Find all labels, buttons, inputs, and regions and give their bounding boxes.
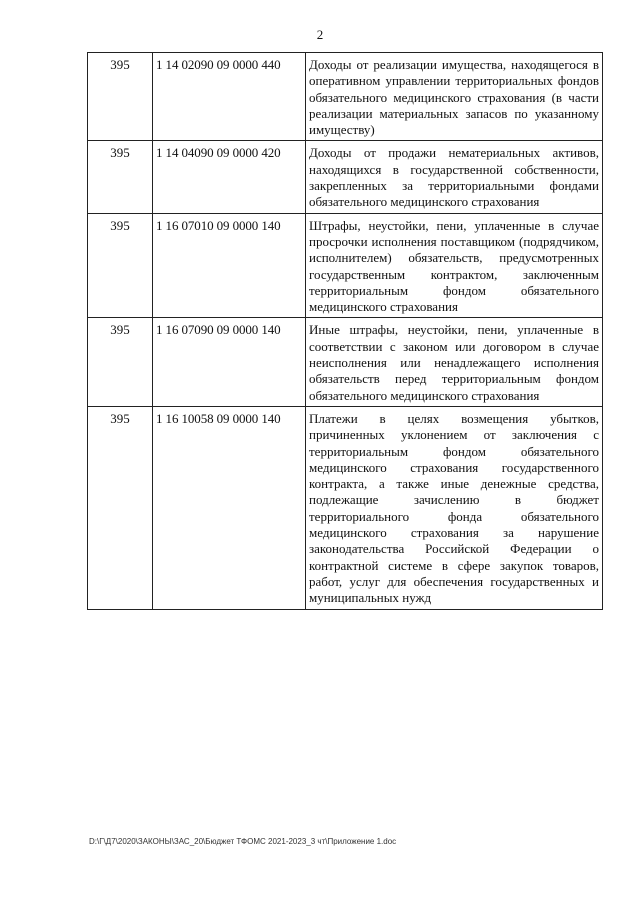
admin-code-cell: 395: [88, 141, 153, 213]
revenue-name-cell: Иные штрафы, неустойки, пени, уплаченные в соответствии с законом или договором в случае неисполнения или ненадлежащего исполнения обязательств перед территориальным фондом обязательного медицинского страхования: [306, 318, 603, 406]
kbk-code-cell: 1 14 02090 09 0000 440: [153, 53, 306, 141]
table-row: [88, 213, 603, 318]
table-row: [88, 141, 603, 213]
admin-code-cell: 395: [88, 406, 153, 609]
kbk-code-cell: 1 14 04090 09 0000 420: [153, 141, 306, 213]
kbk-code-cell: 1 16 07010 09 0000 140: [153, 213, 306, 318]
revenue-name-cell: Штрафы, неустойки, пени, уплаченные в случае просрочки исполнения поставщиком (подрядчиком, исполнителем) обязательств, предусмотренных государственным контрактом, заключенным территориальным фондом обязательного медицинского страхования: [306, 213, 603, 318]
table-row: [88, 53, 603, 141]
revenue-codes-table: [87, 52, 603, 610]
revenue-name-cell: Доходы от реализации имущества, находящегося в оперативном управлении территориальных фондов обязательного медицинского страхования (в части реализации материальных запасов по указанному имуществу): [306, 53, 603, 141]
page-number: 2: [316, 27, 324, 42]
table-row: [88, 406, 603, 609]
admin-code-cell: 395: [88, 213, 153, 318]
kbk-code-cell: 1 16 07090 09 0000 140: [153, 318, 306, 406]
revenue-name-cell: Доходы от продажи нематериальных активов, находящихся в государственной собственности, закрепленных за территориальными фондами обязательного медицинского страхования: [306, 141, 603, 213]
revenue-name-cell: Платежи в целях возмещения убытков, причиненных уклонением от заключения с территориальным фондом обязательного медицинского страхования государственного контракта, а также иные денежные средства, подлежащие зачислению в бюджет территориального фонда обязательного медицинского страхования за нарушение законодательства Российской Федерации о контрактной системе в сфере закупок товаров, работ, услуг для обеспечения государственных и муниципальных нужд: [306, 406, 603, 609]
table-row: [88, 318, 603, 406]
admin-code-cell: 395: [88, 318, 153, 406]
kbk-code-cell: 1 16 10058 09 0000 140: [153, 406, 306, 609]
document-file-path: D:\Г\Д7\2020\ЗАКОНЫ\ЗАС_20\Бюджет ТФОМС 2021-2023_3 чт\Приложение 1.doc: [89, 837, 397, 846]
admin-code-cell: 395: [88, 53, 153, 141]
